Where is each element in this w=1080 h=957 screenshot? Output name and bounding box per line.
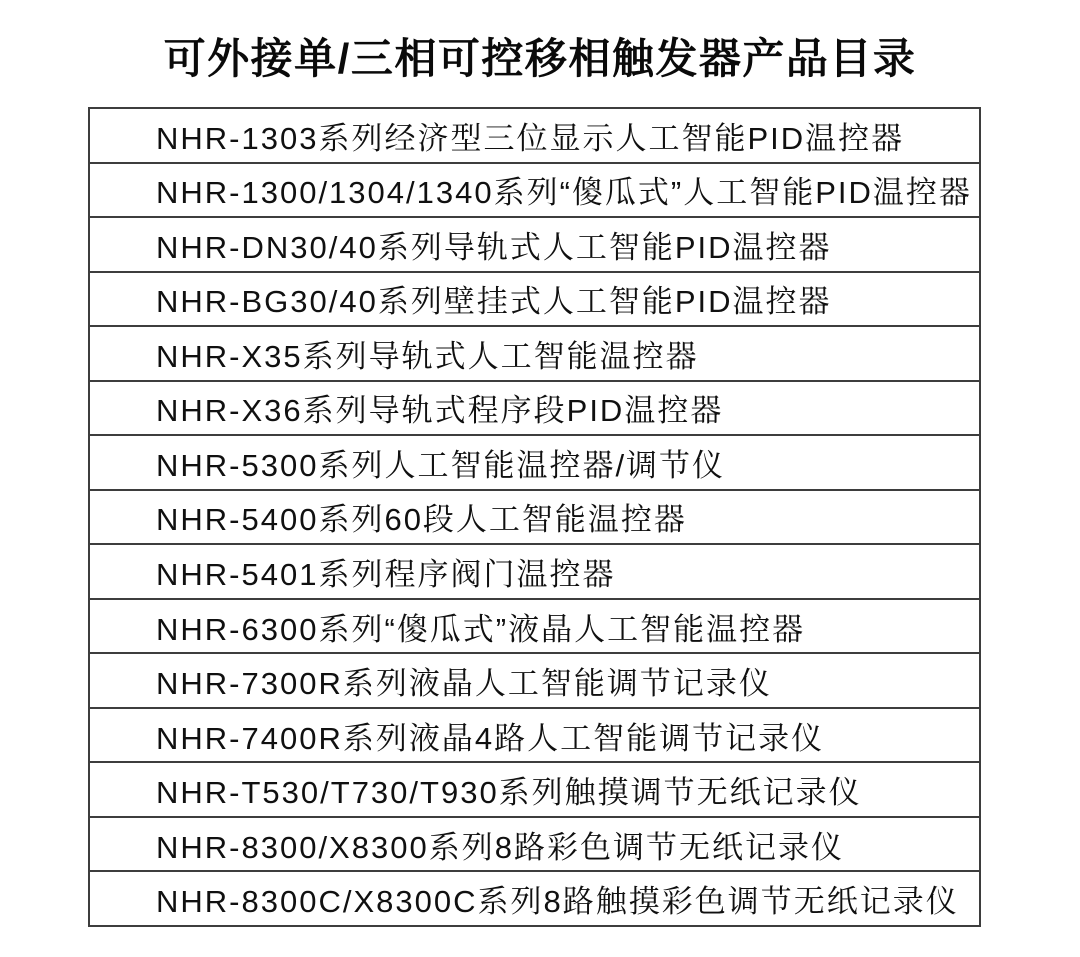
product-name: NHR-6300系列“傻瓜式”液晶人工智能温控器 <box>156 611 806 647</box>
product-row <box>90 436 979 491</box>
product-name: NHR-8300C/X8300C系列8路触摸彩色调节无纸记录仪 <box>156 884 959 920</box>
product-name: NHR-8300/X8300系列8路彩色调节无纸记录仪 <box>156 829 844 865</box>
product-name: NHR-5300系列人工智能温控器/调节仪 <box>156 447 726 483</box>
product-table <box>88 107 981 927</box>
product-row <box>90 872 979 925</box>
page-title: 可外接单/三相可控移相触发器产品目录 <box>163 35 917 82</box>
product-name: NHR-7400R系列液晶4路人工智能调节记录仪 <box>156 720 825 756</box>
product-name: NHR-X36系列导轨式程序段PID温控器 <box>156 393 724 429</box>
product-row <box>90 818 979 873</box>
product-name: NHR-BG30/40系列壁挂式人工智能PID温控器 <box>156 284 832 320</box>
product-row <box>90 654 979 709</box>
product-name: NHR-7300R系列液晶人工智能调节记录仪 <box>156 666 772 702</box>
product-name: NHR-X35系列导轨式人工智能温控器 <box>156 338 699 374</box>
product-name: NHR-1303系列经济型三位显示人工智能PID温控器 <box>156 120 905 156</box>
product-name: NHR-5401系列程序阀门温控器 <box>156 557 616 593</box>
product-row <box>90 763 979 818</box>
product-row <box>90 273 979 328</box>
product-name: NHR-T530/T730/T930系列触摸调节无纸记录仪 <box>156 775 862 811</box>
product-row <box>90 600 979 655</box>
product-row <box>90 382 979 437</box>
product-row <box>90 709 979 764</box>
product-row <box>90 164 979 219</box>
product-name: NHR-5400系列60段人工智能温控器 <box>156 502 687 538</box>
product-name: NHR-DN30/40系列导轨式人工智能PID温控器 <box>156 229 832 265</box>
product-row <box>90 327 979 382</box>
product-name: NHR-1300/1304/1340系列“傻瓜式”人工智能PID温控器 <box>156 175 972 211</box>
product-row <box>90 545 979 600</box>
product-row <box>90 218 979 273</box>
product-row <box>90 109 979 164</box>
product-row <box>90 491 979 546</box>
